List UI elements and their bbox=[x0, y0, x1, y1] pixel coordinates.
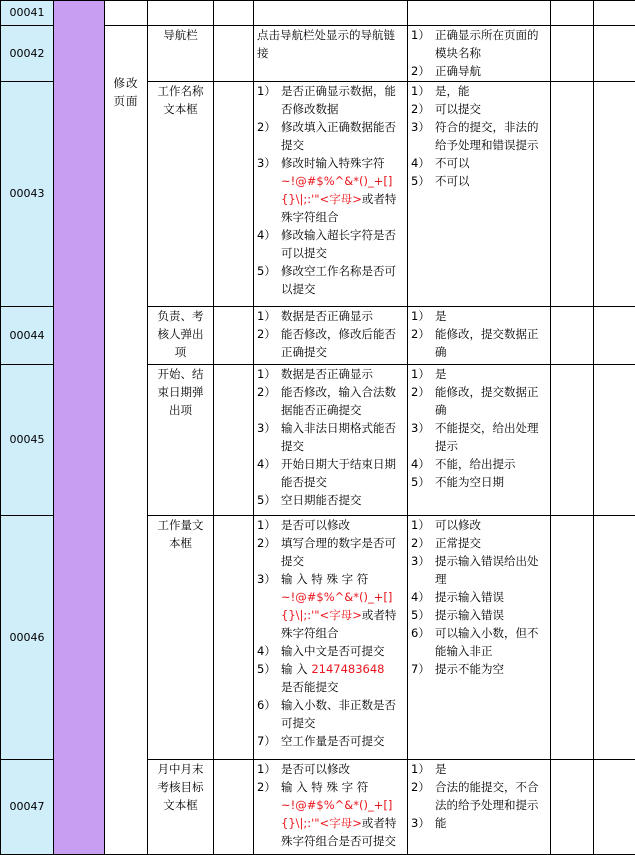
empty-cell bbox=[594, 307, 635, 365]
expected-text: 符合的提交，非法的给予处理和错误提示 bbox=[435, 118, 547, 154]
item-cell: 工作名称文本框 bbox=[148, 82, 214, 307]
expected-text: 是，能 bbox=[435, 82, 547, 100]
empty-cell bbox=[594, 1, 635, 26]
empty-cell bbox=[551, 760, 594, 855]
empty-cell bbox=[214, 82, 254, 307]
expected-text: 可以输入小数，但不能输入非正 bbox=[435, 624, 547, 660]
item-cell: 负责、考核人弹出项 bbox=[148, 307, 214, 365]
big-number: 2147483648 bbox=[311, 662, 384, 676]
step-text: 修改填入正确数据能否提交 bbox=[281, 118, 404, 154]
step-text: 修改输入超长字符是否可以提交 bbox=[281, 226, 404, 262]
item-cell: 工作量文本框 bbox=[148, 516, 214, 760]
empty-cell bbox=[214, 760, 254, 855]
empty-cell bbox=[214, 365, 254, 516]
step-text: 修改时输入特殊字符 ~!@#$%^&*()_+[]{}\|;:'"<字母>或者特殊字符组合 bbox=[281, 154, 404, 226]
table-row bbox=[1, 1, 635, 26]
steps-cell: 1） 是否可以修改 2） 填写合理的数字是否可提交 3） 输 入 特 殊 字 符 ~!@#$%^&*()_+[]{}\|;:'"<字母>或者特殊字符组合 4） 输入中文是否可提交 5） 输 入 2147483648 是否能提交 6） 输入小数、非正数是否可提交 7） 空工作量是否可提交 bbox=[254, 516, 408, 760]
empty-cell bbox=[551, 1, 594, 26]
step-text: 空日期能否提交 bbox=[281, 491, 404, 509]
case-id: 00047 bbox=[1, 760, 54, 855]
case-id: 00043 bbox=[1, 82, 54, 307]
step-text: 输入中文是否可提交 bbox=[281, 642, 404, 660]
steps-cell bbox=[254, 26, 408, 82]
empty-cell bbox=[551, 365, 594, 516]
expected-cell: 1） 是，能 2） 可以提交 3） 符合的提交，非法的给予处理和错误提示 4） 不可以 5） 不可以 bbox=[408, 82, 551, 307]
empty-cell bbox=[214, 307, 254, 365]
empty-cell bbox=[214, 26, 254, 82]
expected-cell: 1） 是 2） 合法的能提交，不合法的给予处理和提示 3） 能 bbox=[408, 760, 551, 855]
empty-cell bbox=[594, 82, 635, 307]
step-text: 输入小数、非正数是否可提交 bbox=[281, 696, 404, 732]
step-text: 能否修改，修改后能否正确提交 bbox=[281, 325, 404, 361]
expected-text: 是 bbox=[435, 307, 547, 325]
expected-text: 是 bbox=[435, 365, 547, 383]
steps-cell bbox=[254, 1, 408, 26]
expected-text: 正确显示所在页面的模块名称 bbox=[435, 26, 547, 62]
expected-text: 不能提交，给出处理提示 bbox=[435, 419, 547, 455]
module-name: 修改页面 bbox=[105, 26, 148, 855]
expected-text: 提示输入错误给出处理 bbox=[435, 552, 547, 588]
expected-text: 合法的能提交，不合法的给予处理和提示 bbox=[435, 778, 547, 814]
steps-cell: 1） 数据是否正确显示 2） 能否修改，输入合法数据能否正确提交 3） 输入非法日期格式能否提交 4） 开始日期大于结束日期能否提交 5） 空日期能否提交 bbox=[254, 365, 408, 516]
expected-cell: 1） 正确显示所在页面的模块名称 2） 正确导航 bbox=[408, 26, 551, 82]
purple-column bbox=[54, 1, 105, 855]
step-text: 输入非法日期格式能否提交 bbox=[281, 419, 404, 455]
expected-text: 提示输入错误 bbox=[435, 588, 547, 606]
empty-cell bbox=[214, 516, 254, 760]
empty-cell bbox=[551, 307, 594, 365]
expected-text: 不能，给出提示 bbox=[435, 455, 547, 473]
steps-cell: 1） 是否正确显示数据，能否修改数据 2） 修改填入正确数据能否提交 3） 修改时输入特殊字符 ~!@#$%^&*()_+[]{}\|;:'"<字母>或者特殊字符组合 4） 修改输入超长字符是否可以提交 5） 修改空工作名称是否可以提交 bbox=[254, 82, 408, 307]
empty-cell bbox=[551, 82, 594, 307]
case-id: 00042 bbox=[1, 26, 54, 82]
expected-text: 是 bbox=[435, 760, 547, 778]
expected-cell bbox=[408, 1, 551, 26]
special-chars: ~!@#$%^&*()_+[]{}\|;:'"<字母> bbox=[281, 590, 392, 622]
empty-cell bbox=[214, 1, 254, 26]
expected-text: 可以修改 bbox=[435, 516, 547, 534]
case-id: 00046 bbox=[1, 516, 54, 760]
step-text: 输 入 特 殊 字 符 ~!@#$%^&*()_+[]{}\|;:'"<字母>或者特殊字符组合 bbox=[281, 570, 404, 642]
step-text: 输 入 2147483648 是否能提交 bbox=[281, 660, 404, 696]
special-chars: ~!@#$%^&*()_+[]{}\|;:'"<字母> bbox=[281, 798, 392, 830]
step-text: 开始日期大于结束日期能否提交 bbox=[281, 455, 404, 491]
expected-cell: 1） 是 2） 能修改，提交数据正确 bbox=[408, 307, 551, 365]
expected-text: 不可以 bbox=[435, 172, 547, 190]
expected-text: 能修改，提交数据正确 bbox=[435, 383, 547, 419]
steps-cell: 1） 数据是否正确显示 2） 能否修改，修改后能否正确提交 bbox=[254, 307, 408, 365]
step-text: 是否正确显示数据，能否修改数据 bbox=[281, 82, 404, 118]
case-id: 00041 bbox=[1, 1, 54, 26]
empty-cell bbox=[594, 516, 635, 760]
item-cell: 月中月末考核目标文本框 bbox=[148, 760, 214, 855]
step-text: 输 入 特 殊 字 符 ~!@#$%^&*()_+[]{}\|;:'"<字母>或者特殊字符组合是否可提交 bbox=[281, 778, 404, 850]
case-id: 00045 bbox=[1, 365, 54, 516]
expected-text: 不可以 bbox=[435, 154, 547, 172]
expected-text: 正常提交 bbox=[435, 534, 547, 552]
empty-cell bbox=[594, 26, 635, 82]
step-text: 能否修改，输入合法数据能否正确提交 bbox=[281, 383, 404, 419]
empty-cell bbox=[551, 26, 594, 82]
expected-text: 能修改，提交数据正确 bbox=[435, 325, 547, 361]
step-text: 空工作量是否可提交 bbox=[281, 732, 404, 750]
step-text: 填写合理的数字是否可提交 bbox=[281, 534, 404, 570]
step-text: 点击导航栏处显示的导航链接 bbox=[257, 28, 395, 60]
step-text: 数据是否正确显示 bbox=[281, 307, 404, 325]
case-id: 00044 bbox=[1, 307, 54, 365]
expected-cell: 1） 是 2） 能修改，提交数据正确 3） 不能提交，给出处理提示 4） 不能，给出提示 5） 不能为空日期 bbox=[408, 365, 551, 516]
expected-text: 正确导航 bbox=[435, 62, 547, 80]
expected-text: 不能为空日期 bbox=[435, 473, 547, 491]
steps-cell: 1） 是否可以修改 2） 输 入 特 殊 字 符 ~!@#$%^&*()_+[]{}\|;:'"<字母>或者特殊字符组合是否可提交 bbox=[254, 760, 408, 855]
special-chars: ~!@#$%^&*()_+[]{}\|;:'"<字母> bbox=[281, 174, 392, 206]
expected-text: 可以提交 bbox=[435, 100, 547, 118]
empty-cell bbox=[594, 760, 635, 855]
step-text: 是否可以修改 bbox=[281, 760, 404, 778]
item-cell: 导航栏 bbox=[148, 26, 214, 82]
step-text: 是否可以修改 bbox=[281, 516, 404, 534]
item-cell bbox=[148, 1, 214, 26]
empty-cell bbox=[551, 516, 594, 760]
empty-cell bbox=[594, 365, 635, 516]
expected-cell: 1） 可以修改 2） 正常提交 3） 提示输入错误给出处理 4） 提示输入错误 5） 提示输入错误 6） 可以输入小数，但不能输入非正 7） 提示不能为空 bbox=[408, 516, 551, 760]
expected-text: 提示输入错误 bbox=[435, 606, 547, 624]
step-text: 数据是否正确显示 bbox=[281, 365, 404, 383]
item-cell: 开始、结束日期弹出项 bbox=[148, 365, 214, 516]
step-text: 修改空工作名称是否可以提交 bbox=[281, 262, 404, 298]
empty-cell bbox=[105, 1, 148, 26]
expected-text: 能 bbox=[435, 814, 547, 832]
expected-text: 提示不能为空 bbox=[435, 660, 547, 678]
